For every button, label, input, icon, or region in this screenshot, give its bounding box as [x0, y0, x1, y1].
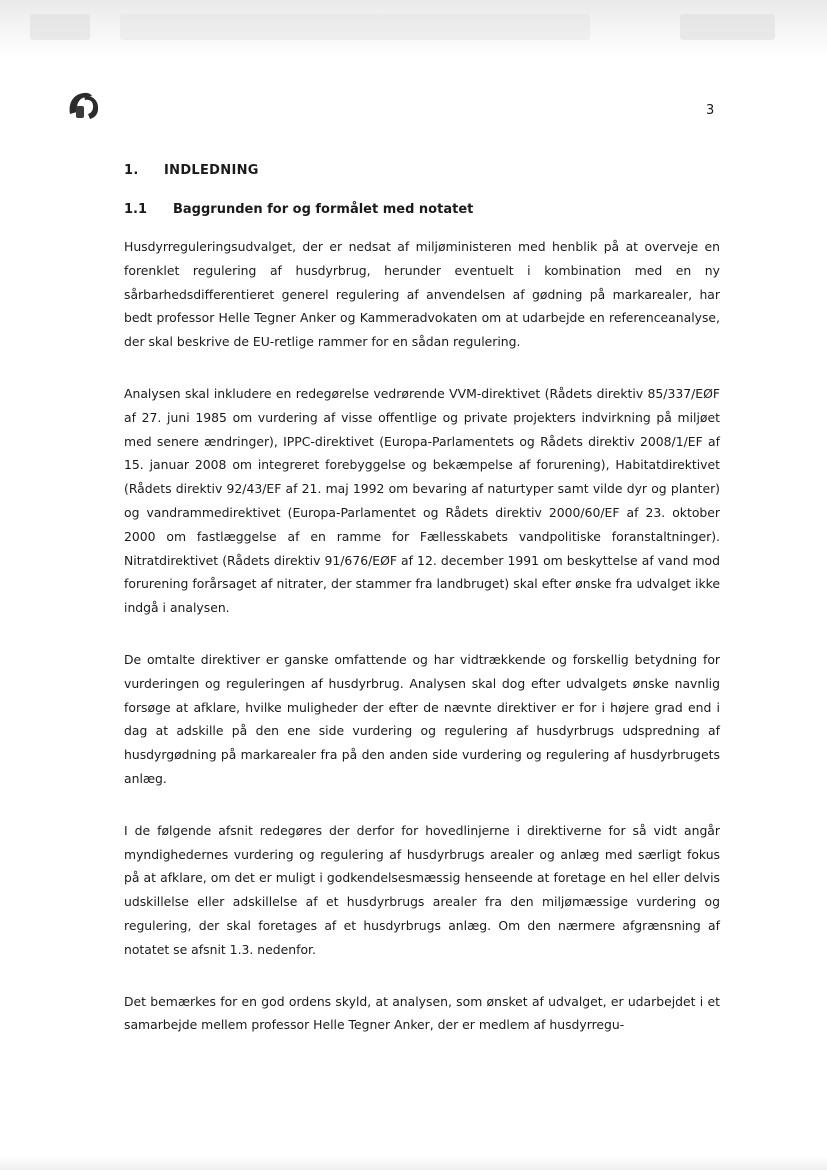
paragraph: De omtalte direktiver er ganske omfattende og har vidtrækkende og forskellig betydning for vurderingen og reguleringen af husdyrbrug. Analysen skal dog efter udvalgets ønske navnlig forsøge at afklare, hvilke muligheder der efter de nævnte direktiver er for i højere grad end i dag at adskille på den ene side vurdering og regulering af husdyrbrugs udspredning af husdyrgødning på markarealer fra på den anden side vurdering og regulering af husdyrbrugets anlæg. — [124, 651, 720, 786]
scan-smudge — [120, 14, 590, 40]
corner-logo-icon — [64, 84, 104, 124]
page-number: 3 — [706, 103, 715, 118]
subsection-title: Baggrunden for og formålet med notatet — [173, 202, 474, 217]
paragraph: Analysen skal inkludere en redegørelse vedrørende VVM-direktivet (Rådets direktiv 85/337/EØF af 27. juni 1985 om vurdering af visse offentlige og private projekters indvirkning på miljøet med senere ændringer), IPPC-direktivet (Europa-Parlamentets og Rådets direktiv 2008/1/EF af 15. januar 2008 om integreret forebyggelse og bekæmpelse af forurening), Habitatdirektivet (Rådets direktiv 92/43/EF af 21. maj 1992 om bevaring af naturtyper samt vilde dyr og planter) og vandrammedirektivet (Europa-Parlamentet og Rådets direktiv 2000/60/EF af 23. oktober 2000 om fastlæggelse af en ramme for Fællesskabets vandpolitiske foranstaltninger). Nitratdirektivet (Rådets direktiv 91/676/EØF af 12. december 1991 om beskyttelse af vand mod forurening forårsaget af nitrater, der stammer fra landbruget) skal efter ønske fra udvalget ikke indgå i analysen. — [124, 385, 720, 616]
subsection-number: 1.1 — [124, 202, 148, 217]
scan-artifact-top — [0, 0, 827, 58]
section-number: 1. — [124, 163, 139, 178]
section-heading — [124, 163, 259, 178]
scan-smudge — [680, 14, 775, 40]
scan-artifact-bottom — [0, 1156, 827, 1170]
paragraph: Husdyrreguleringsudvalget, der er nedsat af miljøministeren med henblik på at overveje en forenklet regulering af husdyrbrug, herunder eventuelt i kombination med en ny sårbarhedsdifferentieret generel regulering af anvendelsen af gødning på markarealer, har bedt professor Helle Tegner Anker og Kammeradvokaten om at udarbejde en referenceanalyse, der skal beskrive de EU-retlige rammer for en sådan regulering. — [124, 239, 720, 350]
paragraph: Det bemærkes for en god ordens skyld, at analysen, som ønsket af udvalget, er udarbejdet i et samarbejde mellem professor Helle Tegner Anker, der er medlem af husdyrregu- — [124, 993, 720, 1033]
scan-smudge — [30, 14, 90, 40]
subsection-heading — [124, 202, 473, 217]
paragraph: I de følgende afsnit redegøres der derfor for hovedlinjerne i direktiverne for så vidt angår myndighedernes vurdering og regulering af husdyrbrugs arealer og anlæg med særligt fokus på at afklare, om det er muligt i godkendelsesmæssig henseende at foretage en hel eller delvis udskillelse eller adskillelse af et husdyrbrugs arealer fra den miljømæssige vurdering og regulering, der skal foretages af et husdyrbrugs anlæg. Om den nærmere afgrænsning af notatet se afsnit 1.3. nedenfor. — [124, 822, 720, 957]
body-text — [124, 235, 720, 1065]
section-title: INDLEDNING — [164, 163, 259, 178]
